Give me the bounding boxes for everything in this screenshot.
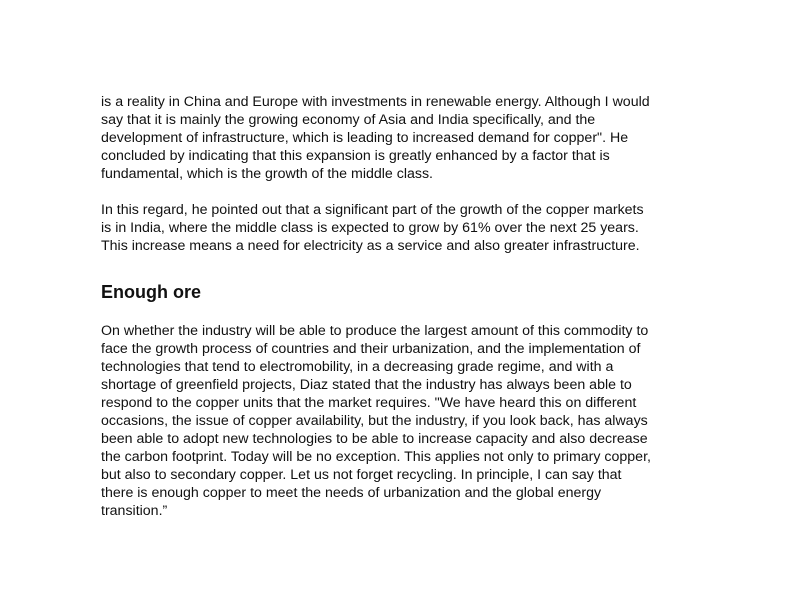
text-line: say that it is mainly the growing economy of Asia and India specifically, and the: [101, 112, 596, 128]
text-line: the carbon footprint. Today will be no exception. This applies not only to primary copper,: [101, 449, 651, 465]
text-line: This increase means a need for electricity as a service and also greater infrastructure.: [101, 238, 640, 254]
text-line: face the growth process of countries and their urbanization, and the implementation of: [101, 341, 641, 357]
paragraph-2: [101, 201, 721, 255]
text-line: fundamental, which is the growth of the middle class.: [101, 166, 433, 182]
text-line: In this regard, he pointed out that a significant part of the growth of the copper markets: [101, 202, 644, 218]
text-line: concluded by indicating that this expansion is greatly enhanced by a factor that is: [101, 148, 610, 164]
text-line: there is enough copper to meet the needs of urbanization and the global energy: [101, 485, 602, 501]
text-line: On whether the industry will be able to produce the largest amount of this commodity to: [101, 323, 649, 339]
text-line: is in India, where the middle class is expected to grow by 61% over the next 25 years.: [101, 220, 639, 236]
text-line: technologies that tend to electromobility, in a decreasing grade regime, and with a: [101, 359, 614, 375]
document-page: [101, 93, 721, 520]
text-line: respond to the copper units that the market requires. "We have heard this on different: [101, 395, 637, 411]
text-line: development of infrastructure, which is leading to increased demand for copper". He: [101, 130, 629, 146]
paragraph-3: [101, 322, 721, 520]
text-line: is a reality in China and Europe with investments in renewable energy. Although I would: [101, 94, 650, 110]
paragraph-1: [101, 93, 721, 183]
text-line: shortage of greenfield projects, Diaz stated that the industry has always been able to: [101, 377, 632, 393]
text-line: occasions, the issue of copper availability, but the industry, if you look back, has always: [101, 413, 648, 429]
text-line: been able to adopt new technologies to be able to increase capacity and also decrease: [101, 431, 648, 447]
text-line: but also to secondary copper. Let us not forget recycling. In principle, I can say that: [101, 467, 622, 483]
text-line: transition.”: [101, 503, 168, 519]
section-heading: Enough ore: [101, 282, 201, 302]
